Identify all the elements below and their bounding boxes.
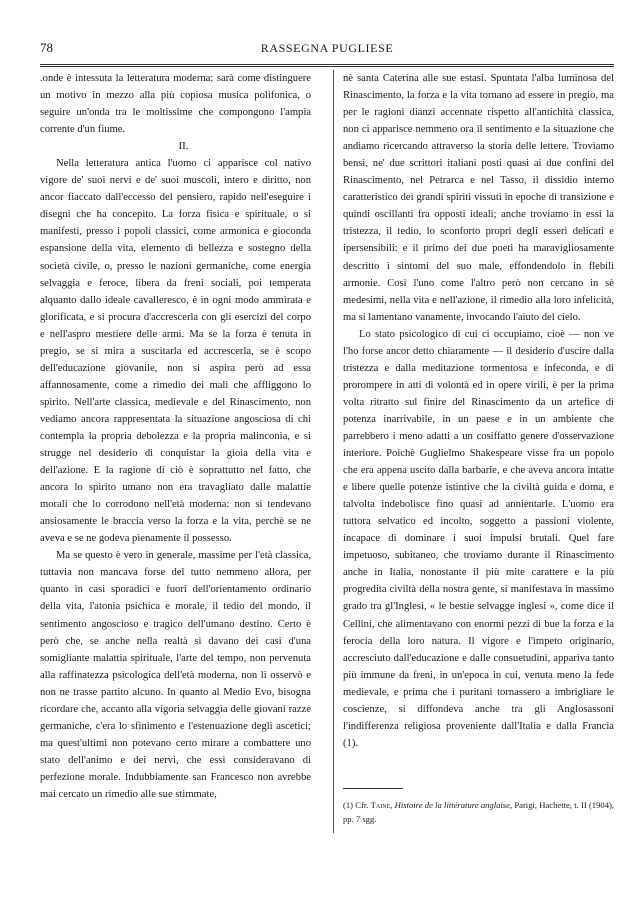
paragraph-continued: nè santa Caterina alle sue estasi. Spuntata l'alba luminosa del Rinascimento, la forza e la vita tornano ad essere in pregio, ma per le ragioni dianzi accennate rispetto all'antichità classica, non ci apparisce nemmeno ora il sentimento e la situazione che andiamo ricercando attraverso la storia delle lettere. Troviamo bensì, ne' due scrittori italiani posti quasi ai due confini del Rinascimento, nel Petrarca e nel Tasso, il dissidio interno caratteristico dei grandi spiriti vissuti in epoche di transizione e quindi oscillanti fra opposti ideali; anche troviamo in essi la tristezza, il tedio, lo sconforto propri degli esseri delicati e ipersensibili: e il primo dei due poeti ha maravigliosamente descritto i sintomi del suo male, effondendolo in flebili armonie. Così l'uno come l'altro però non cercano in sè medesimi, nella vita e nell'azione, il rimedio alla loro infelicità, ma si lamentano vanamente, invocando l'aiuto del cielo.	[343, 73, 614, 323]
paragraph: Nella letteratura antica l'uomo ci apparisce col nativo vigore de' suoi nervi e de' suoi muscoli, intero e diritto, non ancor fiaccato dall'eccesso del pensiero, rapido nell'eseguire i disegni che ha concepito. La forza fisica e spirituale, o si manifesti, presso i popoli classici, come armonica e gioconda espansione della vita, elemento di bellezza e sostegno della società civile, o, presso le nazioni germaniche, come energia selvaggia e feroce, libera da freni sociali, poi temperata alquanto dallo ideale cavalleresco, è in ogni modo ammirata e glorificata, e si procura d'accrescerla con gli esercizi del corpo e nell'aspro mestiere delle armi. Ma se la forza è tenuta in pregio, se si mira a suscitarla ed accrescerla, se è scopo dell'educazione giovanile, non si aspira però ad essa affannosamente, come a rimedio dei mali che affliggono lo spirito. Nell'arte classica, medievale e del Rinascimento, non vediamo ancora rappresentata la situazione angosciosa di chi contempla la propria debolezza e la propria malinconia, e si strugge nel desiderio di conquistar la gioia della vita e dell'azione. E la ragione di ciò è soprattutto nel fatto, che ancora lo spirito umano non era travagliato dalle malattie morali che lo corrodono nell'età moderna: non si tendevano ansiosamente le braccia verso la forza e la vita, perchè se ne aveva e se ne godeva pienamente il possesso.	[40, 158, 311, 545]
footnote-mark: (1)	[343, 800, 354, 810]
footnote: (1) Cfr. Taine, Histoire de la littérature anglaise, Parigi, Hachette, t. II (1904), pp. 7 sgg.	[343, 800, 615, 824]
header-rule	[40, 64, 614, 67]
paragraph-continued: .onde è intessuta la letteratura moderna: sarà come distinguere un motivo in mezzo alla più copiosa musica polifonica, o seguire un'onda tra le moltissime che compongono l'ampia corrente d'un fiume.	[40, 73, 311, 136]
section-number: II.	[178, 140, 189, 153]
running-title: RASSEGNA PUGLIESE	[260, 41, 394, 55]
paragraph: Ma se questo è vero in generale, massime per l'età classica, tuttavia non mancava forse del tutto nemmeno allora, per quanto in casi sporadici e fuori dell'orientamento ordinario della vita, l'atonia psichica e morale, il tedio del mondo, il sentimento angoscioso e tragico dell'umano destino. Certo è però che, se anche nella realtà si davano dei casi d'una somigliante malattia spirituale, l'arte del tempo, non pervenuta alla raffinatezza psicologica dell'età moderna, non li osservò e non ne trasse partito alcuno. In quanto al Medio Evo, bisogna ricordare che, accanto alla vigoria selvaggia delle giovani razze germaniche, c'era lo sfinimento e l'estenuazione degli ascetici; ma quest'ultimi non potevano certo mirare a combattere uno stato dell'animo e dei nervi, che essi consideravano di perfezione morale. Indubbiamente san Francesco non avrebbe mai cercato un rimedio alle sue stimmate,	[40, 550, 311, 800]
footnote-rule	[343, 788, 403, 789]
page-number: 78	[40, 40, 53, 55]
paragraph: Lo stato psicologico di cui ci occupiamo, cioè — non ve l'ho forse ancor detto chiaramente — il desiderio d'uscire dalla tristezza e dalla meditazione tormentosa e infeconda, e di prorompere in atti di volontà ed in opere virili, è per la prima volta ritratto sul finire del Rinascimento da un artefice di potenza inarrivabile, in un paese e in un ambiente che parrebbero i meno adatti a un cosiffatto genere d'osservazione interiore. Poichè Guglielmo Shakespeare visse fra un popolo che era appena uscito dalla barbarie, e che aveva ancora intatte e libere quelle potenze istintive che la civiltà guida e doma, e talvolta indebolisce fino quasi ad annientarle. L'uomo era tuttora selvatico ed incolto, soggetto a passioni violente, incapace di dominare i suoi impulsi brutali. Quel fare impetuoso, subitaneo, che troviamo durante il Rinascimento anche in Italia, nonostante il più mite carattere e la più progredita civiltà della nostra gente, si manifestava in massimo grado tra gl'Inglesi, « le bestie selvagge inglesi », come dice il Cellini, che alimentavano con enormi pezzi di bue la forza e la ferocia della loro natura. Il vigore e l'impeto originario, accresciuto dall'educazione e dalle consuetudini, appariva tanto più immune da freni, in un'epoca in cui, venuta meno la fede medievale, e prima che i puritani tornassero a imbrigliare le coscienze, si diffondeva anche tra gli Anglosassoni l'indifferenza religiosa proveniente dall'Italia e dalla Francia (1).	[343, 328, 614, 749]
page-header	[40, 40, 614, 62]
footnote-author: Taine	[370, 800, 391, 810]
column-divider	[333, 70, 334, 833]
footnote-abbr: Cfr.	[355, 800, 369, 810]
right-column	[343, 70, 614, 752]
footnote-rest: , Parigi, Hachette, t. II (1904), pp. 7 sgg.	[343, 800, 615, 824]
left-column	[40, 70, 311, 803]
footnote-title: Histoire de la littérature anglaise	[394, 800, 510, 810]
